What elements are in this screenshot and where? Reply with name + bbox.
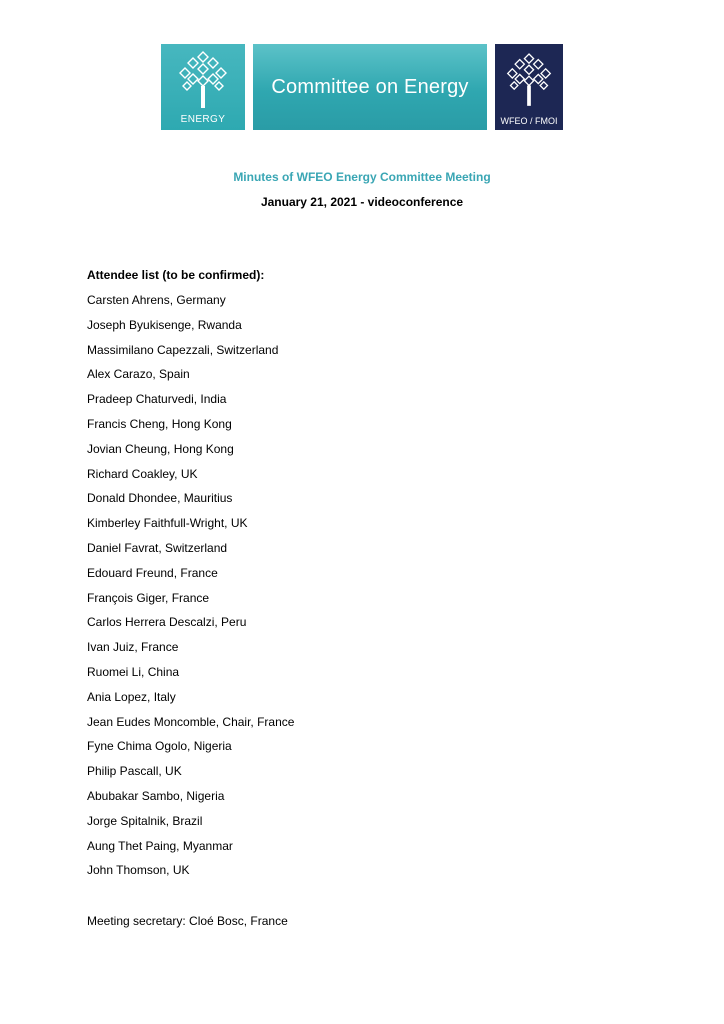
banner-title: Committee on Energy	[271, 75, 469, 98]
list-item: John Thomson, UK	[87, 863, 190, 878]
list-item: Aung Thet Paing, Myanmar	[87, 838, 233, 853]
list-item: Jean Eudes Moncomble, Chair, France	[87, 714, 295, 729]
list-item: Richard Coakley, UK	[87, 466, 198, 481]
list-item: Donald Dhondee, Mauritius	[87, 491, 233, 506]
list-item: Carsten Ahrens, Germany	[87, 293, 226, 307]
list-item: Alex Carazo, Spain	[87, 367, 190, 382]
meeting-secretary: Meeting secretary: Cloé Bosc, France	[87, 914, 288, 928]
tree-icon	[176, 48, 230, 110]
list-item: Philip Pascall, UK	[87, 764, 182, 779]
energy-logo-label: ENERGY	[180, 114, 226, 125]
list-item: Edouard Freund, France	[87, 565, 218, 580]
list-item: Ivan Juiz, France	[87, 640, 179, 655]
list-item: Joseph Byukisenge, Rwanda	[87, 317, 242, 332]
energy-logo	[161, 44, 245, 130]
wfeo-logo-label: WFEO / FMOI	[500, 116, 558, 126]
attendee-list	[87, 293, 294, 888]
list-item: Carlos Herrera Descalzi, Peru	[87, 615, 247, 630]
list-item: Fyne Chima Ogolo, Nigeria	[87, 739, 232, 754]
committee-banner	[253, 44, 487, 130]
tree-icon	[504, 48, 554, 110]
list-item: Francis Cheng, Hong Kong	[87, 416, 232, 431]
list-item: François Giger, France	[87, 590, 210, 605]
document-subtitle: January 21, 2021 - videoconference	[260, 195, 464, 209]
document-title: Minutes of WFEO Energy Committee Meeting	[233, 170, 491, 184]
list-item: Jorge Spitalnik, Brazil	[87, 813, 203, 828]
list-item: Pradeep Chaturvedi, India	[87, 392, 227, 407]
list-item: Kimberley Faithfull-Wright, UK	[87, 516, 248, 531]
list-item: Abubakar Sambo, Nigeria	[87, 788, 225, 803]
list-item: Ruomei Li, China	[87, 664, 180, 679]
attendee-list-heading: Attendee list (to be confirmed):	[87, 268, 265, 282]
list-item: Daniel Favrat, Switzerland	[87, 540, 228, 555]
list-item: Jovian Cheung, Hong Kong	[87, 441, 234, 456]
wfeo-logo	[495, 44, 563, 130]
list-item: Ania Lopez, Italy	[87, 689, 176, 704]
list-item: Massimilano Capezzali, Switzerland	[87, 342, 279, 357]
